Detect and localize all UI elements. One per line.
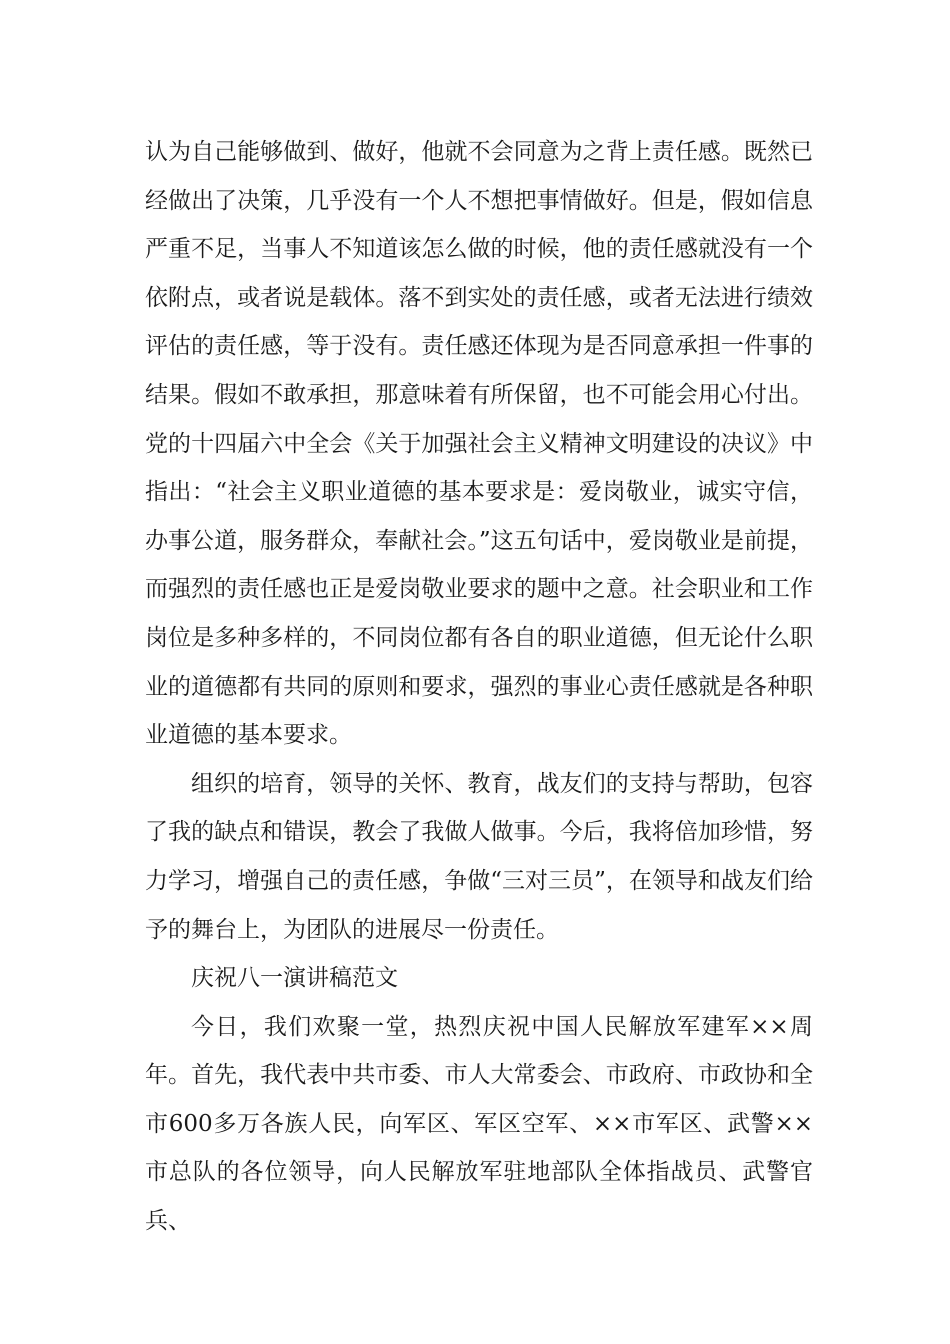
section-title: 庆祝八一演讲稿范文: [191, 965, 398, 992]
paragraph-speech-opening: 今日，我们欢聚一堂，热烈庆祝中国人民解放军建军××周年。首先，我代表中共市委、市人大常委会、市政府、市政协和全市600多万各族人民，向军区、军区空军、××市军区、武警××市总队的各位领导，向人民解放军驻地部队全体指战员、武警官兵、: [145, 1013, 813, 1235]
paragraph-responsibility: 认为自己能够做到、做好，他就不会同意为之背上责任感。既然已经做出了决策，几乎没有一个人不想把事情做好。但是，假如信息严重不足，当事人不知道该怎么做的时候，他的责任感就没有一个依附点，或者说是载体。落不到实处的责任感，或者无法进行绩效评估的责任感，等于没有。责任感还体现为是否同意承担一件事的结果。假如不敢承担，那意味着有所保留，也不可能会用心付出。党的十四届六中全会《关于加强社会主义精神文明建设的决议》中指出：“社会主义职业道德的基本要求是：爱岗敬业，诚实守信，办事公道，服务群众，奉献社会。”这五句话中，爱岗敬业是前提，而强烈的责任感也正是爱岗敬业要求的题中之意。社会职业和工作岗位是多种多样的，不同岗位都有各自的职业道德，但无论什么职业的道德都有共同的原则和要求，强烈的事业心责任感就是各种职业道德的基本要求。: [145, 139, 813, 749]
document-body: [145, 128, 813, 1246]
paragraph-gratitude: 组织的培育，领导的关怀、教育，战友们的支持与帮助，包容了我的缺点和错误，教会了我做人做事。今后，我将倍加珍惜，努力学习，增强自己的责任感，争做“三对三员”，在领导和战友们给予的舞台上，为团队的进展尽一份责任。: [145, 770, 813, 943]
